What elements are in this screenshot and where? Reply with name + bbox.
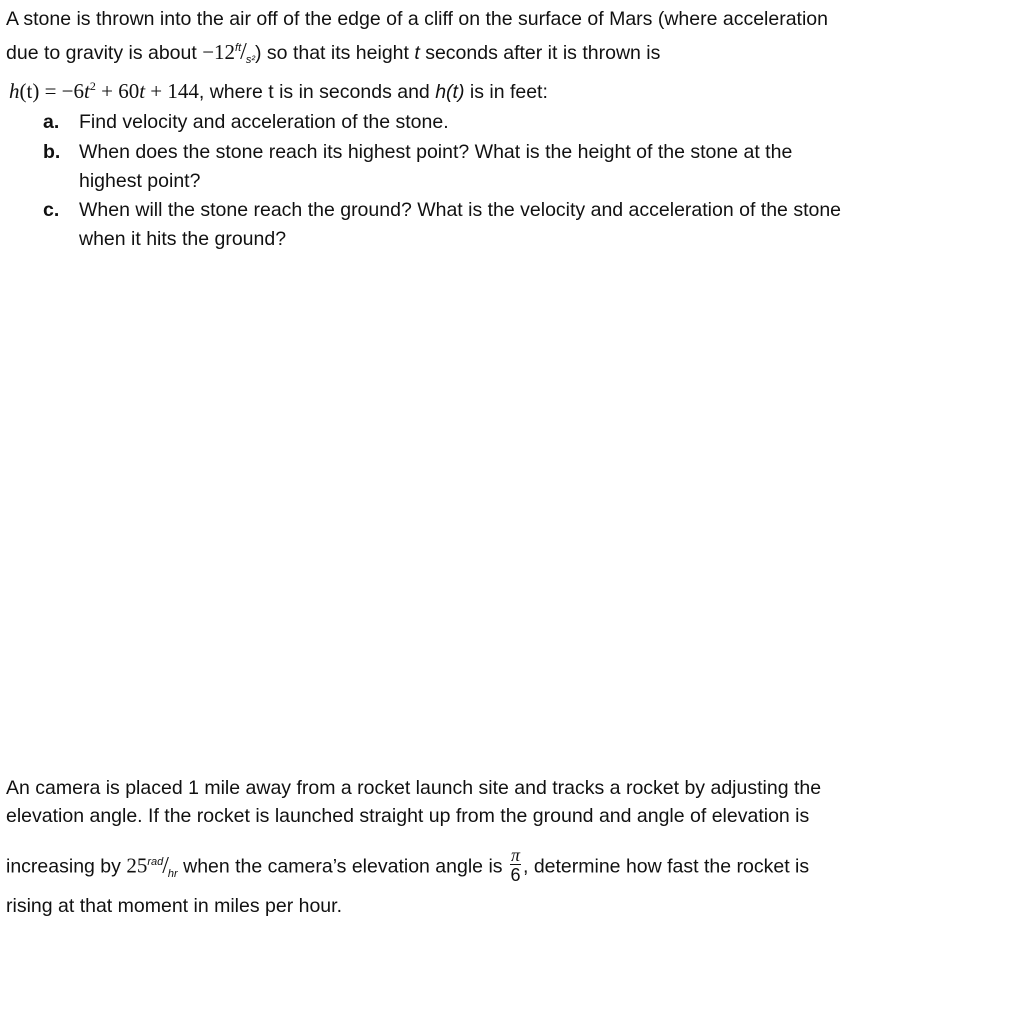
problem1-intro-line1: A stone is thrown into the air off of the edge of a cliff on the surface of Mars (where acceleration: [6, 8, 828, 30]
item-b-text-line2: highest point?: [79, 170, 201, 192]
gravity-value: −12: [202, 40, 236, 64]
angle-fraction: $\frac{\pi}{6}$: [510, 845, 521, 885]
item-c-text-line1: When will the stone reach the ground? What is the velocity and acceleration of the stone: [79, 199, 842, 221]
item-a-label: a.: [43, 111, 60, 133]
item-a-text: Find velocity and acceleration of the stone.: [79, 111, 449, 133]
problem2-line3: increasing by $25^{rad}/_{hr}$ when the camera’s elevation angle is $\frac{\pi}{6}$ , determine how fast the rocket is: [6, 845, 810, 885]
height-equation: $h(t) = -6t^2 + 60t + 144$: [9, 79, 199, 103]
rate-unit: $^{rad}/_{hr}$: [147, 852, 178, 880]
item-c-label: c.: [43, 199, 60, 221]
problem2-line2: elevation angle. If the rocket is launched straight up from the ground and angle of elevation is: [6, 805, 810, 827]
problem1-intro-line2: due to gravity is about $-12^{ft}/_{s^2}$) so that its height t seconds after it is thrown is: [6, 39, 661, 66]
problem2-line4: rising at that moment in miles per hour.: [6, 895, 342, 917]
gravity-unit: $^{ft}/_{s^2}$: [235, 39, 256, 66]
rate-value: 25: [126, 853, 148, 878]
item-c-text-line2: when it hits the ground?: [79, 228, 287, 250]
item-b-label: b.: [43, 141, 61, 163]
problem1-equation-line: $h(t) = -6t^2 + 60t + 144$, where t is in seconds and h(t) is in feet:: [9, 79, 548, 103]
problem2-line1: An camera is placed 1 mile away from a rocket launch site and tracks a rocket by adjusting the: [6, 777, 822, 799]
item-b-text-line1: When does the stone reach its highest point? What is the height of the stone at the: [79, 141, 793, 163]
